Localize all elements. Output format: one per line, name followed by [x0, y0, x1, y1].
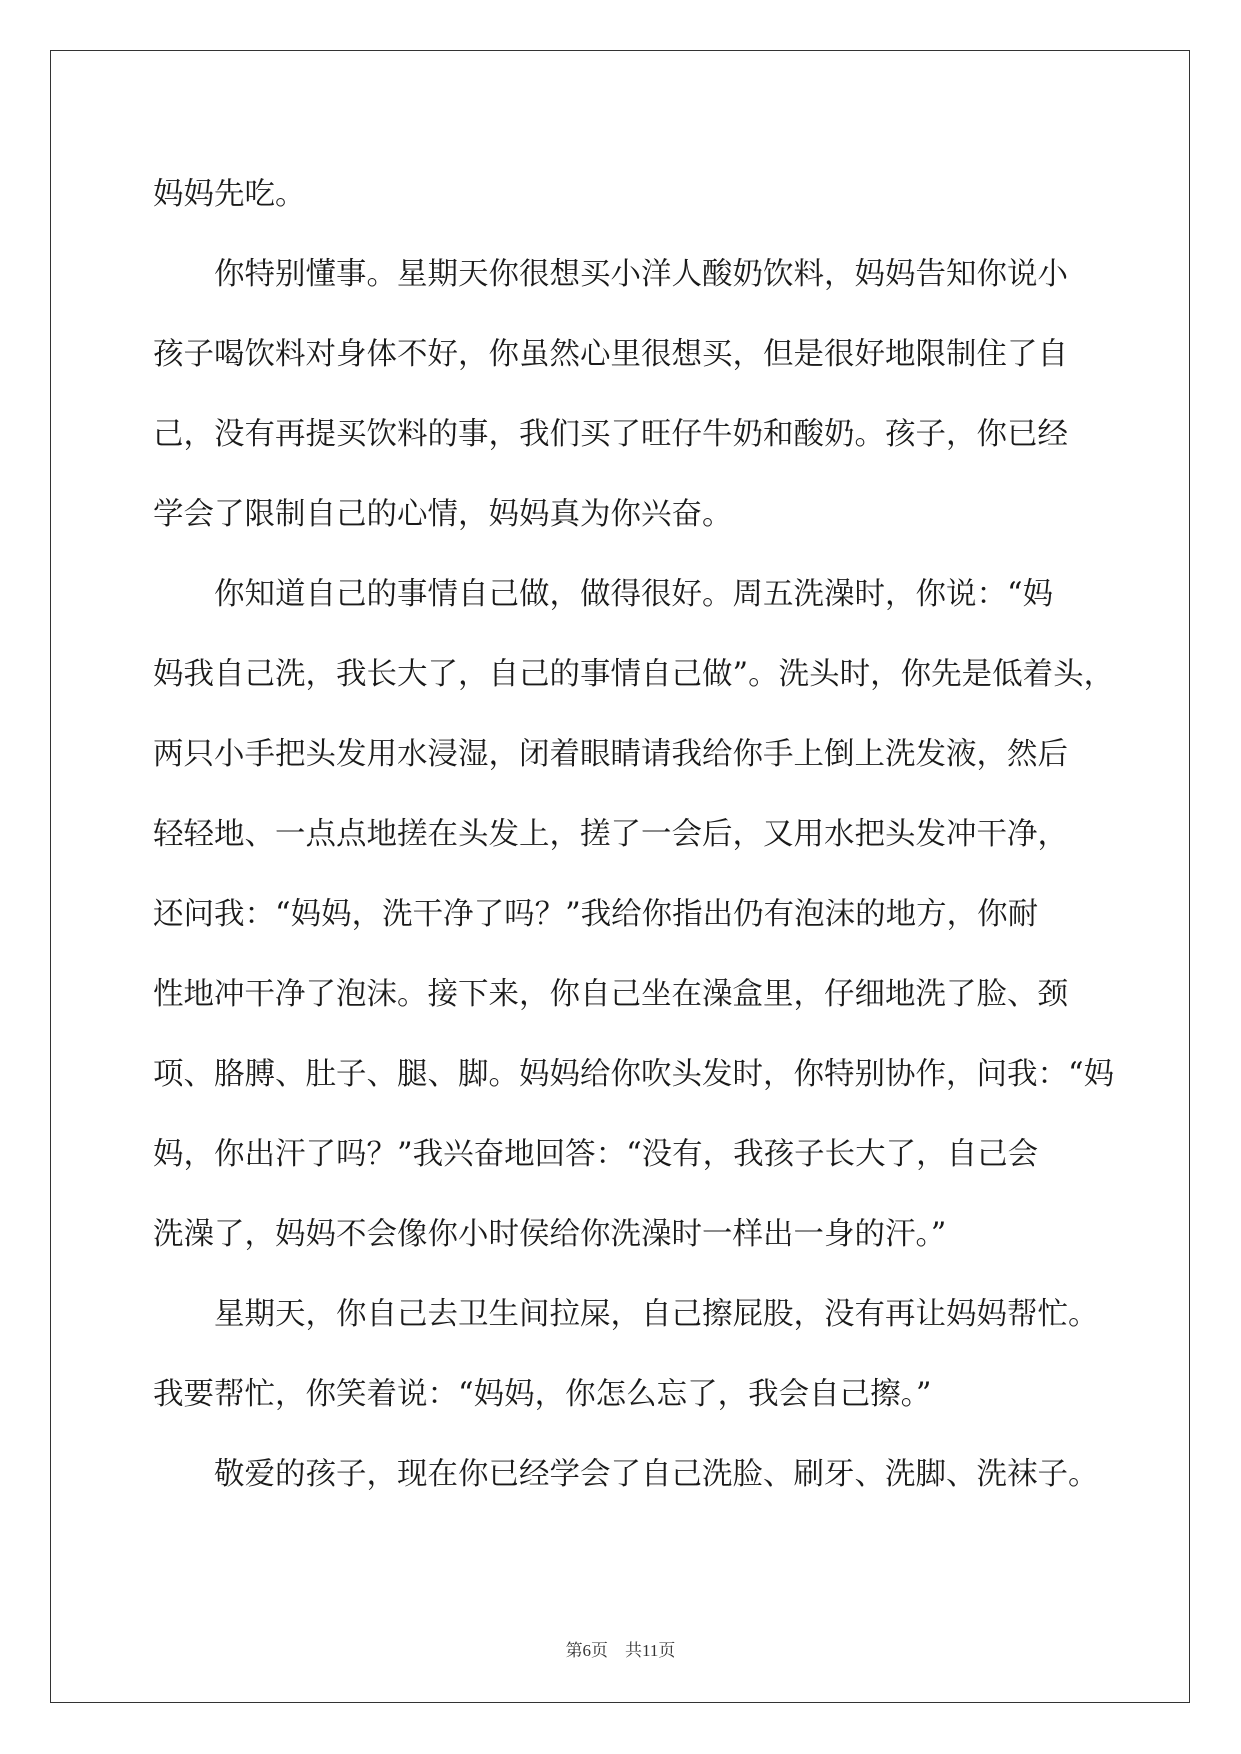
- text-line: 敬爱的孩子，现在你已经学会了自己洗脸、刷牙、洗脚、洗袜子。: [153, 1457, 1099, 1492]
- text-line: 妈，你出汗了吗？”我兴奋地回答：“没有，我孩子长大了，自己会: [153, 1137, 1039, 1172]
- text-line: 妈我自己洗，我长大了，自己的事情自己做”。洗头时，你先是低着头，: [153, 657, 1115, 692]
- text-line: 我要帮忙，你笑着说：“妈妈，你怎么忘了，我会自己擦。”: [153, 1377, 932, 1412]
- page-number: 第6页 共11页: [565, 1641, 676, 1660]
- text-line: 你特别懂事。星期天你很想买小洋人酸奶饮料，妈妈告知你说小: [153, 257, 1068, 292]
- text-line: 轻轻地、一点点地搓在头发上，搓了一会后，又用水把头发冲干净，: [153, 817, 1068, 852]
- page-footer: [0, 1636, 1241, 1661]
- text-line: 学会了限制自己的心情，妈妈真为你兴奋。: [153, 497, 733, 532]
- text-line: 己，没有再提买饮料的事，我们买了旺仔牛奶和酸奶。孩子，你已经: [153, 417, 1068, 452]
- text-line: 还问我：“妈妈，洗干净了吗？”我给你指出仍有泡沫的地方，你耐: [153, 897, 1039, 932]
- text-line: 项、胳膊、肚子、腿、脚。妈妈给你吹头发时，你特别协作，问我：“妈: [153, 1057, 1115, 1092]
- text-line: 性地冲干净了泡沫。接下来，你自己坐在澡盒里，仔细地洗了脸、颈: [153, 977, 1068, 1012]
- text-line: 你知道自己的事情自己做，做得很好。周五洗澡时，你说：“妈: [153, 577, 1054, 612]
- text-line: 两只小手把头发用水浸湿，闭着眼睛请我给你手上倒上洗发液，然后: [153, 737, 1068, 772]
- text-line: 孩子喝饮料对身体不好，你虽然心里很想买，但是很好地限制住了自: [153, 337, 1068, 372]
- document-body: [153, 155, 1115, 1515]
- text-line: 妈妈先吃。: [153, 177, 306, 212]
- text-line: 星期天，你自己去卫生间拉屎，自己擦屁股，没有再让妈妈帮忙。: [153, 1297, 1099, 1332]
- text-line: 洗澡了，妈妈不会像你小时侯给你洗澡时一样出一身的汗。”: [153, 1217, 947, 1252]
